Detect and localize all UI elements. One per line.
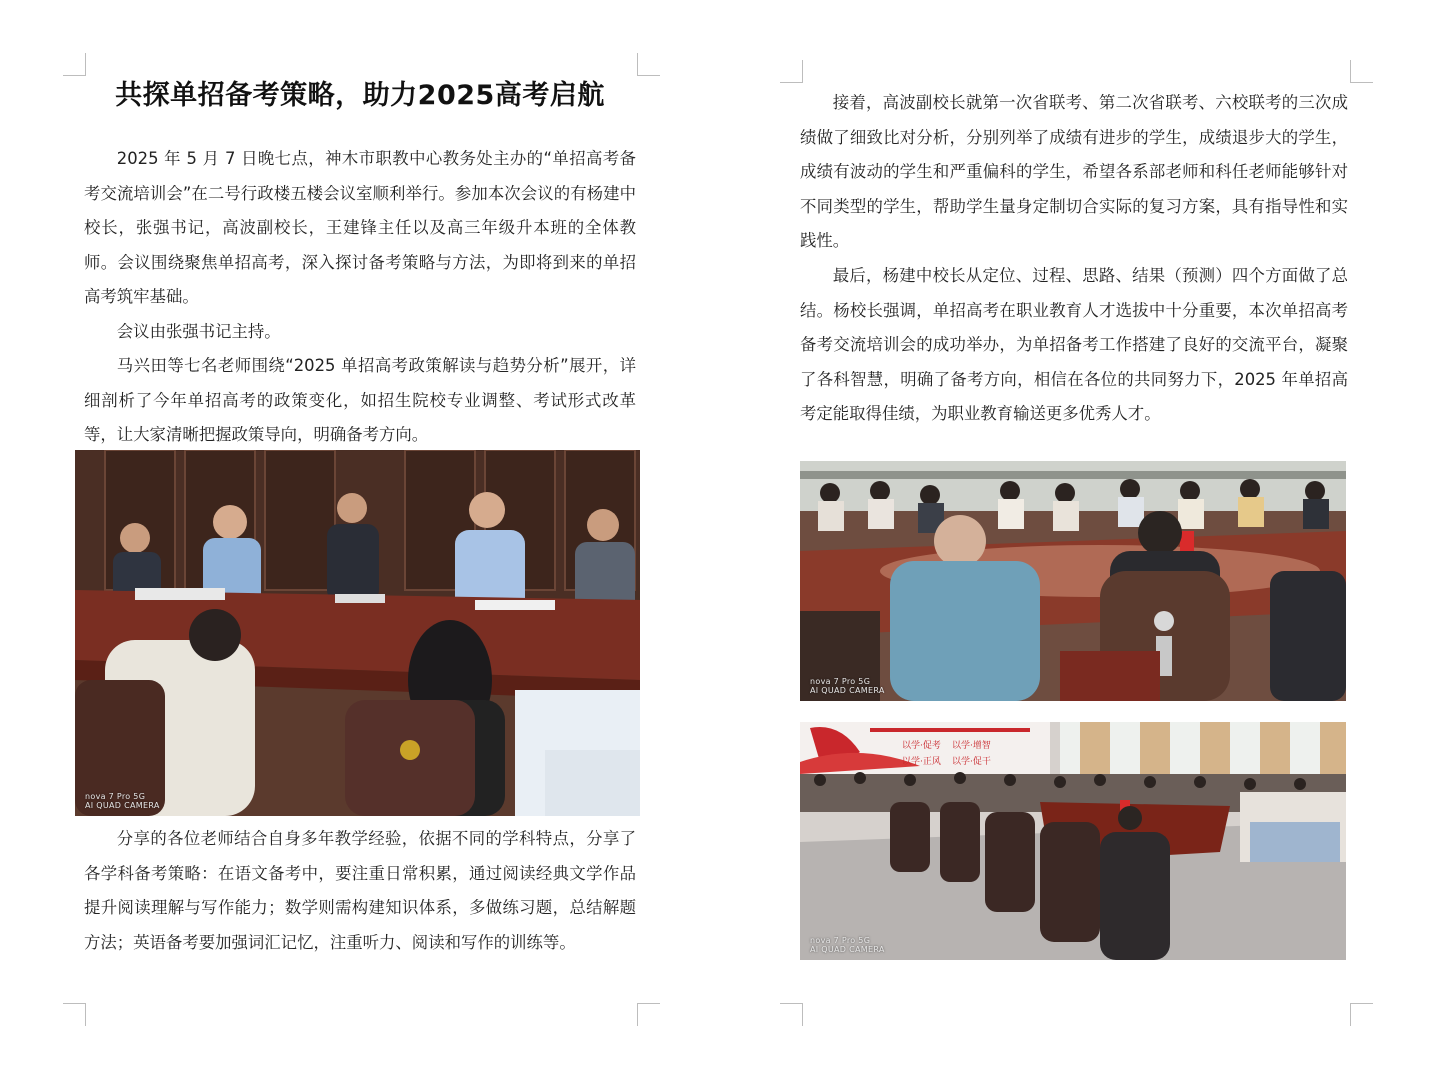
paragraph-strategies: 分享的各位老师结合自身多年教学经验，依据不同的学科特点，分享了各学科备考策略：在语文备考中，要注重日常积累，通过阅读经典文学作品提升阅读理解与写作能力；数学则需构建知识体系，多做练习题，总结解题方法；英语备考要加强词汇记忆，注重听力、阅读和写作的训练等。 (84, 829, 636, 952)
banner-slogan-2: 以学·增智 (952, 741, 991, 751)
paragraph-intro: 2025 年 5 月 7 日晚七点，神木市职教中心教务处主办的“单招高考备考交流培训会”在二号行政楼五楼会议室顺利举行。参加本次会议的有杨建中校长，张强书记，高波副校长，王建锋主任以及高三年级升本班的全体教师。会议围绕聚焦单招高考，深入探讨备考策略与方法，为即将到来的单招高考筑牢基础。 (84, 149, 636, 306)
camera-watermark: nova 7 Pro 5G AI QUAD CAMERA (810, 936, 885, 954)
meeting-photo-2 (800, 461, 1346, 701)
crop-mark (63, 53, 86, 76)
paragraph-analysis: 接着，高波副校长就第一次省联考、第二次省联考、六校联考的三次成绩做了细致比对分析，分别列举了成绩有进步的学生，成绩退步大的学生，成绩有波动的学生和严重偏科的学生，希望各系部老师和科任老师能够针对不同类型的学生，帮助学生量身定制切合实际的复习方案，具有指导性和实践性。 (800, 93, 1348, 250)
banner-slogan-1: 以学·促考 (902, 741, 941, 751)
camera-watermark: nova 7 Pro 5G AI QUAD CAMERA (85, 792, 160, 810)
crop-mark (780, 60, 803, 83)
meeting-photo-1-image (75, 450, 640, 816)
crop-mark (780, 1003, 803, 1026)
document-page-right (720, 0, 1440, 1080)
article-title: 共探单招备考策略，助力2025高考启航 (115, 80, 605, 111)
camera-watermark: nova 7 Pro 5G AI QUAD CAMERA (810, 677, 885, 695)
crop-mark (637, 53, 660, 76)
meeting-photo-2-image (800, 461, 1346, 701)
crop-mark (637, 1003, 660, 1026)
banner-slogan-3: 以学·正风 (902, 757, 941, 767)
meeting-photo-3 (800, 722, 1346, 960)
paragraph-summary: 最后，杨建中校长从定位、过程、思路、结果（预测）四个方面做了总结。杨校长强调，单招高考在职业教育人才选拔中十分重要，本次单招高考备考交流培训会的成功举办，为单招备考工作搭建了良好的交流平台，凝聚了各科智慧，明确了备考方向，相信在各位的共同努力下，2025 年单招高考定能取得佳绩，为职业教育输送更多优秀人才。 (800, 266, 1348, 423)
meeting-photo-3-image (800, 722, 1346, 960)
meeting-photo-1 (75, 450, 640, 816)
crop-mark (1350, 1003, 1373, 1026)
banner-slogan-4: 以学·促干 (952, 757, 991, 767)
crop-mark (63, 1003, 86, 1026)
paragraph-policy: 马兴田等七名老师围绕“2025 单招高考政策解读与趋势分析”展开，详细剖析了今年单招高考的政策变化，如招生院校专业调整、考试形式改革等，让大家清晰把握政策导向，明确备考方向。 (84, 356, 636, 444)
crop-mark (1350, 60, 1373, 83)
paragraph-host: 会议由张强书记主持。 (116, 322, 281, 341)
